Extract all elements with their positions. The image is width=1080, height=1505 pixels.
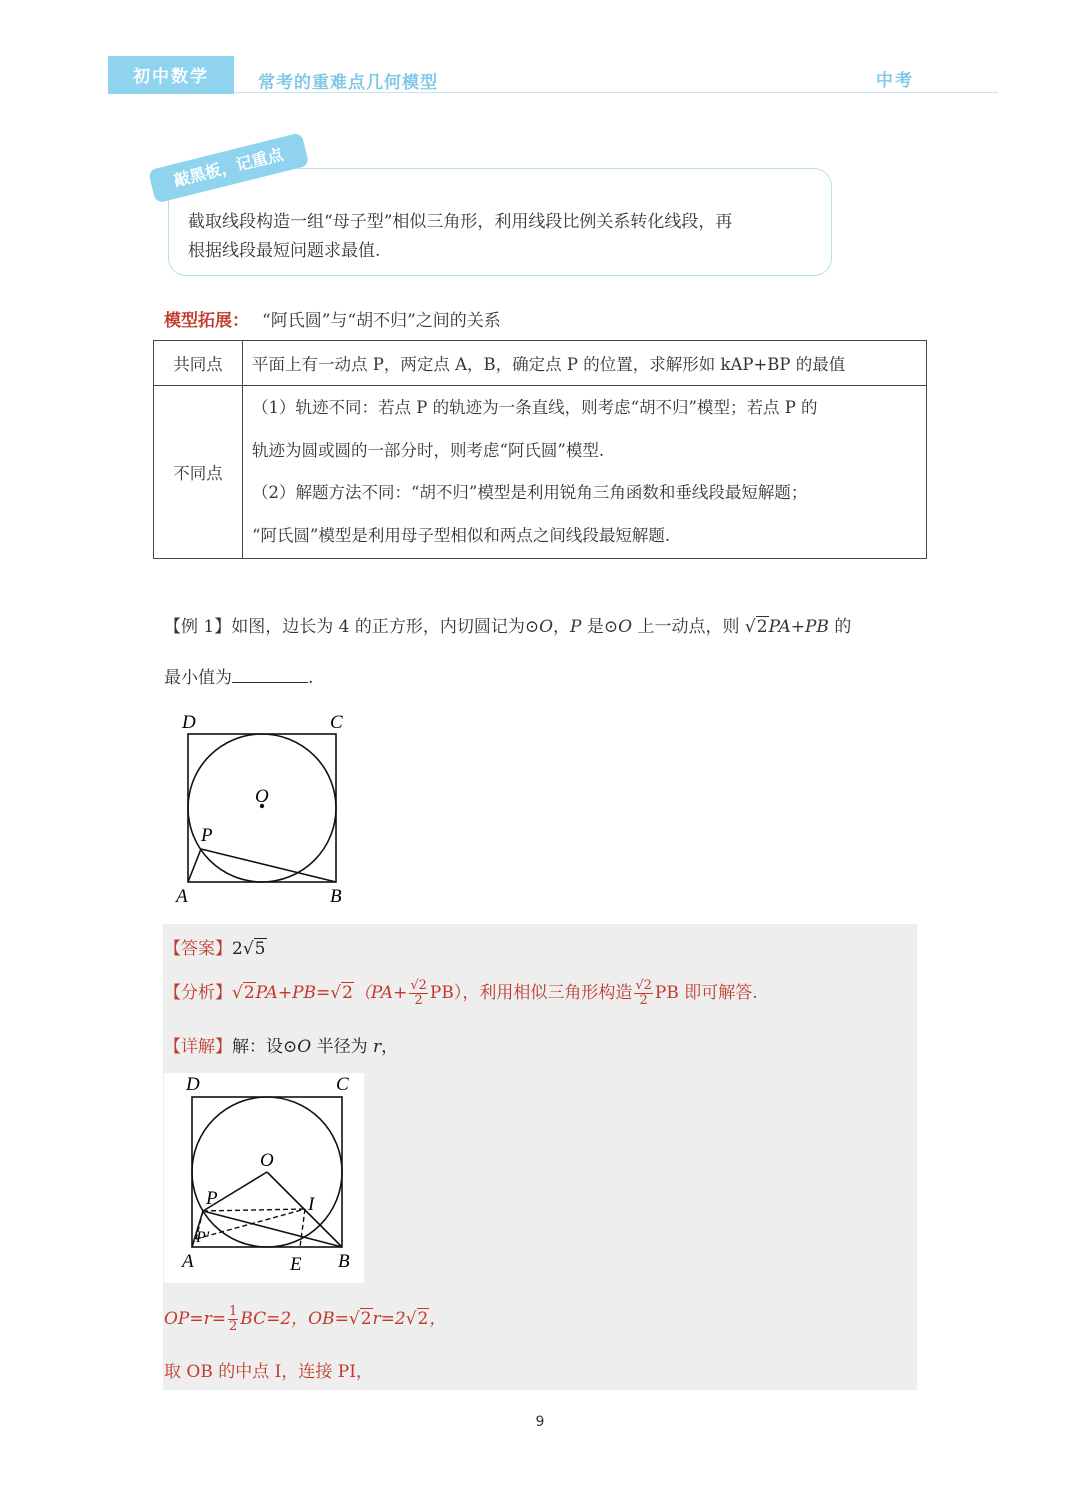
square-circle-figure <box>170 708 360 908</box>
example-text: 最小值为 <box>164 668 232 688</box>
segment-pi <box>203 1209 305 1211</box>
analysis-tag: 【分析】 <box>164 983 232 1003</box>
fraction-num: √2 <box>635 978 652 993</box>
example-question <box>164 612 851 637</box>
step-2: 取 OB 的中点 I，连接 PI， <box>164 1362 373 1382</box>
example-text: 是⊙ <box>581 617 619 637</box>
sqrt-symbol: √2 <box>330 983 353 1003</box>
sqrt-symbol: √5 <box>242 939 266 959</box>
comparison-table <box>153 340 927 559</box>
example-expression: PA+PB <box>768 617 829 637</box>
analysis-text: PB 即可解答. <box>654 983 758 1003</box>
key-point-text <box>188 208 818 266</box>
step-1 <box>164 1304 446 1334</box>
header-topic: 常考的重难点几何模型 <box>258 73 438 93</box>
sqrt-radicand: 5 <box>254 939 266 959</box>
detail-o: O <box>297 1037 312 1057</box>
table-cell-common: 平面上有一动点 P，两定点 A，B，确定点 P 的位置，求解形如 kAP+BP 的最值 <box>243 341 927 386</box>
header-subject: 初中数学 <box>133 67 209 87</box>
key-point-badge: 敲黑板，记重点 <box>148 132 310 203</box>
page-number: 9 <box>535 1414 545 1430</box>
detail-r: r <box>373 1037 382 1057</box>
example-o: O <box>618 617 633 637</box>
sqrt-radicand: 2 <box>417 1309 429 1329</box>
answer-coef: 2 <box>232 939 243 959</box>
table-cell-diff <box>243 386 927 559</box>
fraction-num: √2 <box>410 978 427 993</box>
fraction-num: 1 <box>229 1304 238 1319</box>
example-text: 上一动点，则 <box>632 617 740 637</box>
analysis-line <box>164 978 758 1008</box>
key-point-line-1: 截取线段构造一组“母子型”相似三角形，利用线段比例关系转化线段，再 <box>188 212 733 232</box>
example-text: 的 <box>828 617 852 637</box>
label-d: D <box>182 712 196 733</box>
example-text: 如图，边长为 4 的正方形，内切圆记为⊙ <box>231 617 540 637</box>
step-text: ， <box>429 1309 447 1329</box>
label-a: A <box>176 886 188 907</box>
label-o: O <box>255 786 269 807</box>
analysis-text: PB），利用相似三角形构造 <box>429 983 633 1003</box>
label-p: P <box>201 825 213 846</box>
sqrt-radicand: 2 <box>243 983 255 1003</box>
sqrt-radicand: 2 <box>342 983 353 1003</box>
analysis-text: PA+PB= <box>255 983 331 1003</box>
sqrt-symbol: √2 <box>405 1309 429 1329</box>
segment-pb <box>201 849 336 882</box>
segment-pa <box>188 849 201 882</box>
label-c: C <box>336 1074 349 1095</box>
fraction <box>228 1305 238 1334</box>
table-head-diff: 不同点 <box>154 386 243 559</box>
fraction <box>634 979 653 1008</box>
diff-line: “阿氏圆”模型是利用母子型相似和两点之间线段最短解题. <box>252 525 671 545</box>
label-c: C <box>330 712 343 733</box>
answer-tag: 【答案】 <box>164 939 232 959</box>
diff-line: 轨迹为圆或圆的一部分时，则考虑“阿氏圆”模型. <box>252 440 605 460</box>
table-head-common: 共同点 <box>154 341 243 386</box>
analysis-text: （PA+ <box>353 983 408 1003</box>
label-b: B <box>330 886 342 907</box>
label-b: B <box>338 1251 350 1272</box>
label-a: A <box>182 1251 194 1272</box>
fraction-den: 2 <box>639 993 648 1008</box>
step-text: OP=r= <box>164 1309 226 1329</box>
answer-line <box>164 934 267 959</box>
example-tag: 【例 1】 <box>164 617 232 637</box>
example-question-line2 <box>164 663 313 688</box>
fraction <box>409 979 428 1008</box>
label-p: P <box>206 1188 218 1209</box>
fraction-den: 2 <box>229 1319 238 1334</box>
sqrt-radicand: 2 <box>756 617 768 637</box>
sqrt-symbol: √2 <box>348 1309 372 1329</box>
sqrt-symbol: √2 <box>744 617 768 637</box>
label-p-prime: P' <box>196 1229 210 1246</box>
example-o: O <box>539 617 554 637</box>
detail-text: 半径为 <box>311 1037 373 1057</box>
example-text: . <box>308 668 314 688</box>
detail-text: 解：设⊙ <box>232 1037 298 1057</box>
model-extension-label: 模型拓展： <box>164 311 249 331</box>
fraction-den: 2 <box>414 993 423 1008</box>
header-divider <box>234 92 998 93</box>
step-text: BC=2，OB= <box>240 1309 349 1329</box>
label-e: E <box>290 1254 302 1275</box>
sqrt-radicand: 2 <box>360 1309 372 1329</box>
segment-ie <box>300 1209 305 1247</box>
sqrt-symbol: √2 <box>232 983 255 1003</box>
step-text: r=2 <box>372 1309 406 1329</box>
answer-blank <box>232 668 308 683</box>
header-level: 中考 <box>876 71 914 91</box>
solution-figure <box>172 1072 362 1278</box>
key-point-line-2: 根据线段最短问题求最值. <box>188 241 381 261</box>
example-text: ， <box>553 617 571 637</box>
detail-line <box>164 1032 398 1057</box>
label-d: D <box>186 1074 200 1095</box>
label-i: I <box>308 1194 315 1215</box>
table-row <box>154 386 927 559</box>
segment-pb <box>203 1211 342 1247</box>
label-o: O <box>260 1150 274 1171</box>
table-row <box>154 341 927 386</box>
detail-text: ， <box>381 1037 399 1057</box>
diff-line: （2）解题方法不同：“胡不归”模型是利用锐角三角函数和垂线段最短解题； <box>252 483 808 502</box>
detail-tag: 【详解】 <box>164 1037 232 1057</box>
diff-line: （1）轨迹不同：若点 P 的轨迹为一条直线，则考虑“胡不归”模型；若点 P 的 <box>252 398 818 417</box>
model-extension-desc: “阿氏圆”与“胡不归”之间的关系 <box>262 311 501 331</box>
example-p: P <box>570 617 582 637</box>
